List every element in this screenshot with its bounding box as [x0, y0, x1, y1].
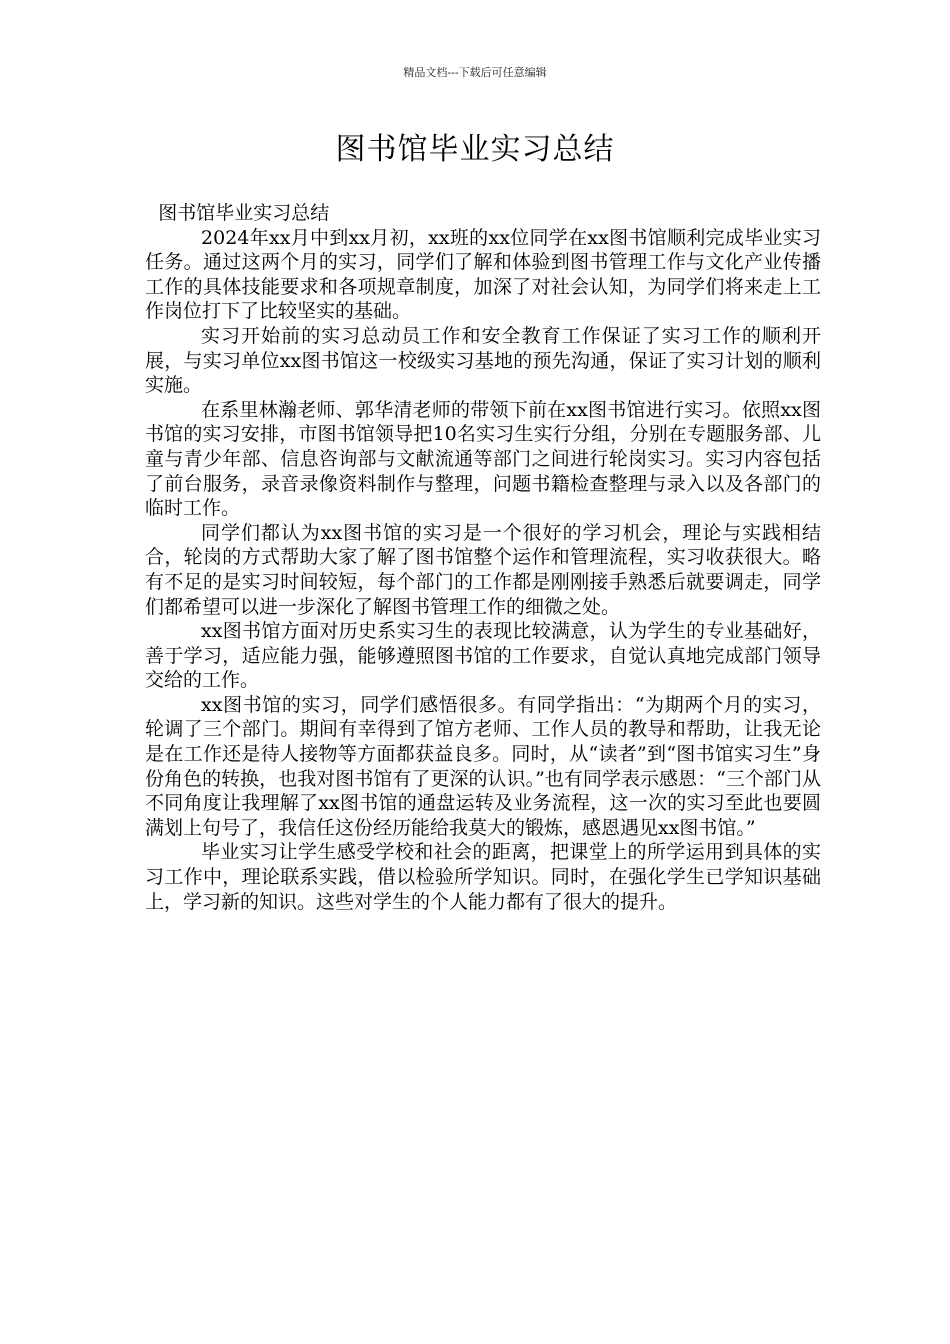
- document-title: 图书馆毕业实习总结: [335, 132, 615, 167]
- paragraph: 同学们都认为xx图书馆的实习是一个很好的学习机会，理论与实践相结合，轮岗的方式帮助大家了解了图书馆整个运作和管理流程，实习收获很大。略有不足的是实习时间较短，每个部门的工作都是刚刚接手熟悉后就要调走，同学们都希望可以进一步深化了解图书管理工作的细微之处。: [145, 521, 821, 618]
- paragraph: xx图书馆的实习，同学们感悟很多。有同学指出：“为期两个月的实习，轮调了三个部门。期间有幸得到了馆方老师、工作人员的教导和帮助，让我无论是在工作还是待人接物等方面都获益良多。同时，从“读者”到“图书馆实习生”身份角色的转换，也我对图书馆有了更深的认识。”也有同学表示感恩：“三个部门从不同角度让我理解了xx图书馆的通盘运转及业务流程，这一次的实习至此也要圆满划上句号了，我信任这份经历能给我莫大的锻炼，感恩遇见xx图书馆。”: [145, 693, 821, 839]
- paragraph: 在系里林瀚老师、郭华清老师的带领下前在xx图书馆进行实习。依照xx图书馆的实习安排，市图书馆领导把10名实习生实行分组，分别在专题服务部、儿童与青少年部、信息咨询部与文献流通等部门之间进行轮岗实习。实习内容包括了前台服务，录音录像资料制作与整理，问题书籍检查整理与录入以及各部门的临时工作。: [145, 398, 821, 520]
- document-body: [145, 201, 821, 914]
- document-subtitle: 图书馆毕业实习总结: [158, 202, 330, 224]
- paragraph: xx图书馆方面对历史系实习生的表现比较满意，认为学生的专业基础好，善于学习，适应能力强，能够遵照图书馆的工作要求，自觉认真地完成部门领导交给的工作。: [145, 620, 821, 692]
- paragraph: 实习开始前的实习总动员工作和安全教育工作保证了实习工作的顺利开展，与实习单位xx图书馆这一校级实习基地的预先沟通，保证了实习计划的顺利实施。: [145, 324, 821, 397]
- header-note: 精品文档---下载后可任意编辑: [403, 66, 547, 79]
- paragraph: 毕业实习让学生感受学校和社会的距离，把课堂上的所学运用到具体的实习工作中，理论联系实践，借以检验所学知识。同时，在强化学生已学知识基础上，学习新的知识。这些对学生的个人能力都有了很大的提升。: [145, 841, 821, 913]
- paragraph: 2024年xx月中到xx月初，xx班的xx位同学在xx图书馆顺利完成毕业实习任务。通过这两个月的实习，同学们了解和体验到图书管理工作与文化产业传播工作的具体技能要求和各项规章制度，加深了对社会认知，为同学们将来走上工作岗位打下了比较坚实的基础。: [145, 226, 821, 323]
